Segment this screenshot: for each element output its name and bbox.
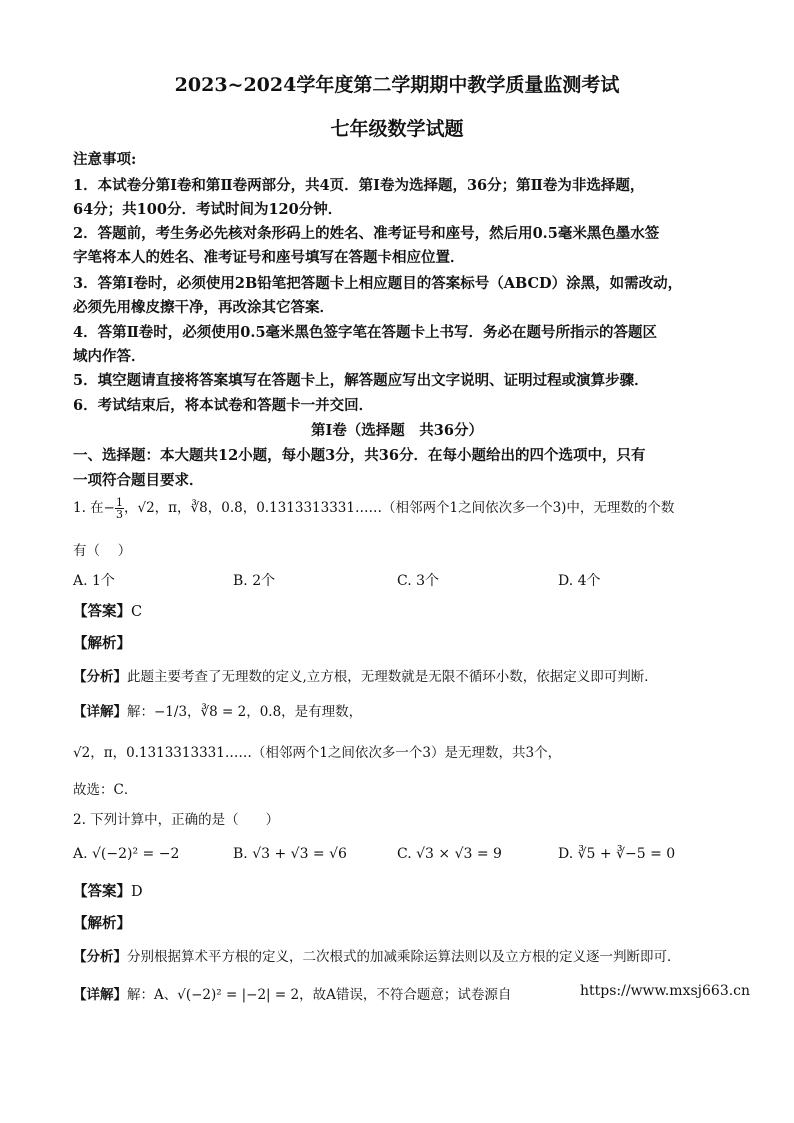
- fraction-denominator: 3: [115, 508, 123, 521]
- q1-items: ，√2，π，∛8，0.8̇，0.1313313331……（相邻两个1之间依次多一个3)中，无理数的个数: [123, 500, 675, 516]
- q2-detail: [73, 983, 573, 1003]
- q1-detail-line2: √2，π，0.1313313331……（相邻两个1之间依次多一个3）是无理数，共3个，: [73, 745, 562, 761]
- notice-line: 字笔将本人的姓名、准考证号和座号填写在答题卡相应位置．: [73, 249, 465, 266]
- q1-fraction: [115, 497, 124, 520]
- notice-line: 3．答第Ⅰ卷时，必须使用2B铅笔把答题卡上相应题目的答案标号（ABCD）涂黑，如需改动，: [73, 275, 683, 292]
- q2-fenxi: [73, 945, 733, 965]
- notice-line: 64分；共100分．考试时间为120分钟．: [73, 201, 343, 218]
- q1-option-c: C. 3个: [397, 573, 440, 589]
- q1-prefix: 1. 在: [73, 500, 104, 516]
- answer-value: C: [131, 604, 143, 620]
- section-intro: 一、选择题：本大题共12小题，每小题3分，共36分．在每小题给出的四个选项中，只有: [73, 447, 646, 464]
- q1-conclusion: 故选：C．: [73, 782, 138, 798]
- section-title: 第Ⅰ卷（选择题 共36分）: [311, 422, 483, 439]
- notice-line: 5．填空题请直接将答案填写在答题卡上，解答题应写出文字说明、证明过程或演算步骤．: [73, 372, 649, 389]
- fenxi-tag: 【分析】: [73, 949, 127, 965]
- q2-answer: [73, 880, 733, 901]
- exam-subtitle: 七年级数学试题: [330, 118, 464, 140]
- q1-option-b: B. 2个: [233, 573, 276, 589]
- q2-option-d: D. ∛5 + ∛−5 = 0: [558, 846, 676, 862]
- notice-line: 6．考试结束后，将本试卷和答题卡一并交回．: [73, 397, 374, 414]
- q2-option-c: C. √3 × √3 = 9: [397, 846, 502, 862]
- q1-option-d: D. 4个: [558, 573, 601, 589]
- notice-line: 4．答第Ⅱ卷时，必须使用0.5毫米黑色签字笔在答题卡上书写．务必在题号所指示的答题区: [73, 324, 658, 341]
- fenxi-text: 此题主要考查了无理数的定义,立方根，无理数就是无限不循环小数，依据定义即可判断．: [127, 669, 658, 685]
- detail-text: 解：A、√(−2)² = |−2| = 2，故A错误，不符合题意；试卷源自: [127, 987, 512, 1003]
- q2-option-b: B. √3 + √3 = √6: [233, 846, 347, 862]
- answer-value: D: [131, 884, 143, 900]
- q1-fenxi: [73, 665, 733, 685]
- answer-tag: 【答案】: [73, 883, 131, 900]
- q1-stem: 1. 在− $\frac{1}{3}$ ，√2，π，∛8，0.8̇，0.1313313331……（相邻两个1之间依次多一个3)中，无理数的个数: [73, 496, 675, 521]
- answer-tag: 【答案】: [73, 603, 131, 620]
- fenxi-tag: 【分析】: [73, 669, 127, 685]
- analysis-tag: 【解析】: [73, 635, 131, 652]
- exam-title: 2023~2024学年度第二学期期中教学质量监测考试: [174, 74, 620, 96]
- q1-answer: [73, 600, 733, 621]
- detail-text: 解：−1/3，∛8 = 2，0.8̇，是有理数，: [127, 704, 363, 720]
- section-intro: 一项符合题目要求．: [73, 472, 204, 489]
- fraction-numerator: 1: [115, 496, 123, 509]
- notice-line: 1．本试卷分第Ⅰ卷和第Ⅱ卷两部分，共4页．第Ⅰ卷为选择题，36分；第Ⅱ卷为非选择题，: [73, 177, 645, 194]
- detail-tag: 【详解】: [73, 987, 127, 1003]
- notice-heading: 注意事项:: [73, 151, 137, 168]
- q2-stem: 2. 下列计算中，正确的是（ ）: [73, 812, 280, 828]
- fenxi-text: 分别根据算术平方根的定义，二次根式的加减乘除运算法则以及立方根的定义逐一判断即可．: [127, 949, 681, 965]
- detail-tag: 【详解】: [73, 704, 127, 720]
- notice-line: 域内作答．: [73, 348, 146, 365]
- notice-line: 2．答题前，考生务必先核对条形码上的姓名、准考证号和座号，然后用0.5毫米黑色墨水签: [73, 225, 660, 242]
- q1-detail: [73, 700, 733, 720]
- source-url: https://www.mxsj663.cn: [580, 983, 751, 999]
- q1-analysis: [73, 632, 733, 653]
- q1-option-a: A. 1个: [73, 573, 115, 589]
- analysis-tag: 【解析】: [73, 915, 131, 932]
- q2-option-a: A. √(−2)² = −2: [73, 846, 180, 862]
- q1-stem-line2: 有（ ）: [73, 543, 132, 559]
- q2-analysis: [73, 912, 733, 933]
- notice-line: 必须先用橡皮擦干净，再改涂其它答案．: [73, 299, 334, 316]
